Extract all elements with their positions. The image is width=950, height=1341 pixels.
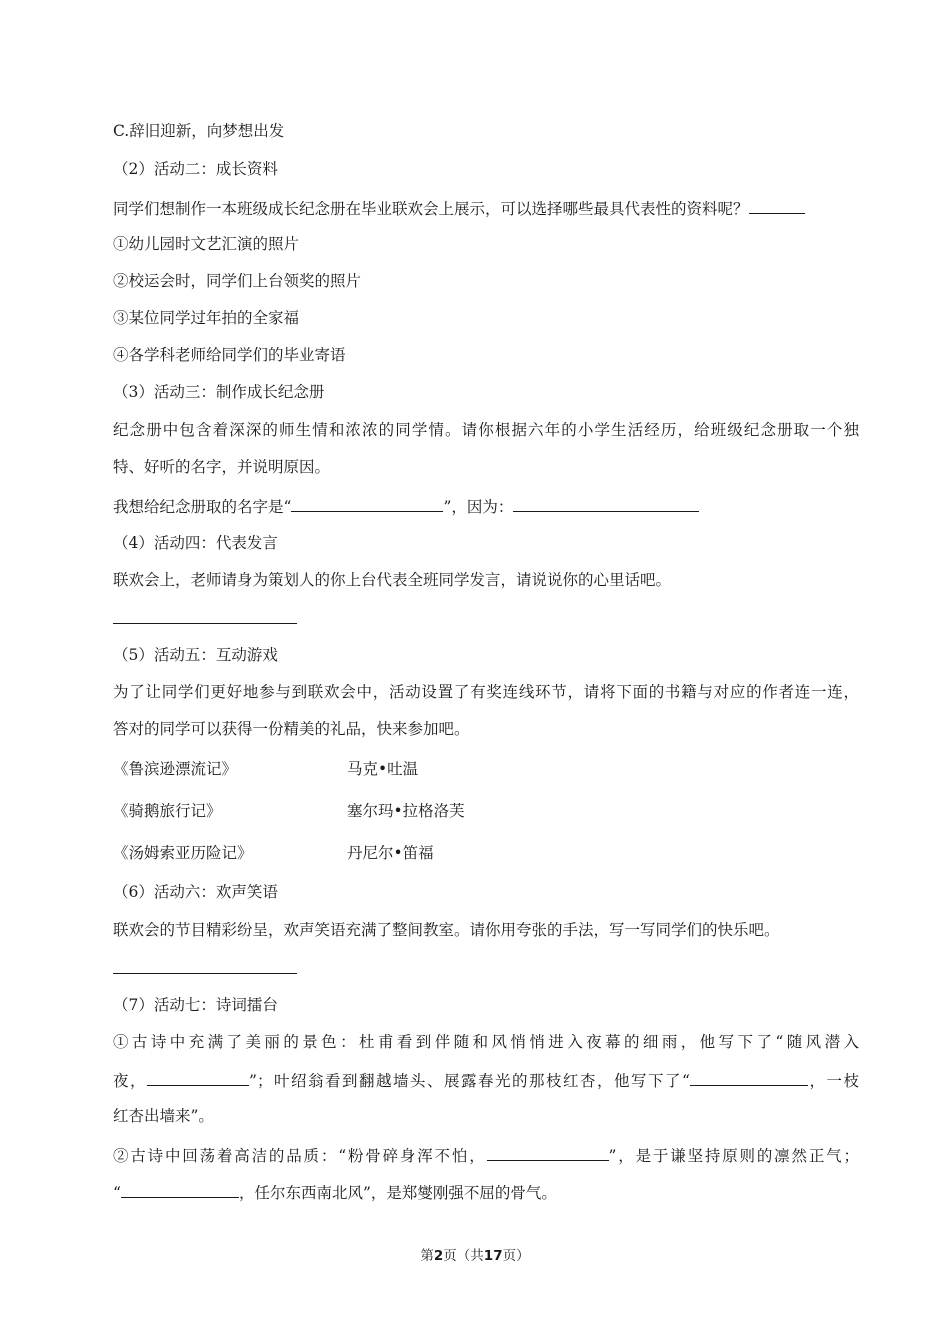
poem-blank-2[interactable] bbox=[690, 1068, 808, 1086]
activity-4-answer-line[interactable] bbox=[113, 623, 297, 624]
q2-part-2: ”，是于谦坚持原则的凛然正气； bbox=[608, 1147, 859, 1165]
option-c: C.辞旧迎新，向梦想出发 bbox=[113, 122, 285, 140]
q2-part-1: ②古诗中回荡着高洁的品质：“粉骨碎身浑不怕， bbox=[113, 1147, 487, 1165]
activity-3-answer bbox=[113, 494, 699, 518]
footer-prefix: 第 bbox=[420, 1248, 434, 1264]
activity-5-title: （5）活动五：互动游戏 bbox=[113, 646, 278, 664]
book-1[interactable]: 《鲁滨逊漂流记》 bbox=[113, 760, 238, 778]
q1-part-2: ”；叶绍翁看到翻越墙头、展露春光的那枝红杏，他写下了“ bbox=[249, 1072, 690, 1090]
page-footer bbox=[0, 1244, 950, 1264]
activity-7-question-1-line-1: ①古诗中充满了美丽的景色：杜甫看到伴随和风悄悄进入夜幕的细雨，他写下了“随风潜入 bbox=[113, 1033, 859, 1051]
activity-7-question-2-line-1 bbox=[113, 1143, 859, 1167]
poem-blank-1[interactable] bbox=[147, 1068, 249, 1086]
activity-3-title: （3）活动三：制作成长纪念册 bbox=[113, 383, 325, 401]
activity-4-description: 联欢会上，老师请身为策划人的你上台代表全班同学发言，请说说你的心里话吧。 bbox=[113, 571, 672, 589]
activity-6-description: 联欢会的节目精彩纷呈，欢声笑语充满了整间教室。请你用夸张的手法，写一写同学们的快乐吧。 bbox=[113, 921, 780, 939]
activity-2-option-1: ①幼儿园时文艺汇演的照片 bbox=[113, 235, 300, 253]
activity-2-option-4: ④各学科老师给同学们的毕业寄语 bbox=[113, 346, 346, 364]
q1-part-3: ，一枝 bbox=[807, 1072, 859, 1090]
answer-blank[interactable] bbox=[749, 196, 805, 214]
poem-blank-4[interactable] bbox=[121, 1180, 239, 1198]
activity-4-title: （4）活动四：代表发言 bbox=[113, 534, 278, 552]
activity-7-question-1-line-2 bbox=[113, 1068, 859, 1092]
reason-blank[interactable] bbox=[513, 494, 699, 512]
activity-3-description-line-2: 特、好听的名字，并说明原因。 bbox=[113, 458, 331, 476]
activity-2-title: （2）活动二：成长资料 bbox=[113, 160, 278, 178]
activity-2-option-2: ②校运会时，同学们上台领奖的照片 bbox=[113, 272, 362, 290]
activity-2-question-text: 同学们想制作一本班级成长纪念册在毕业联欢会上展示，可以选择哪些最具代表性的资料呢？ bbox=[113, 200, 749, 218]
footer-total-pages: 17 bbox=[483, 1248, 503, 1264]
activity-2-option-3: ③某位同学过年拍的全家福 bbox=[113, 309, 300, 327]
activity-3-answer-prefix: 我想给纪念册取的名字是“ bbox=[113, 498, 292, 516]
activity-7-question-2-line-2 bbox=[113, 1180, 557, 1204]
footer-mid: 页（共 bbox=[443, 1248, 484, 1264]
album-name-blank[interactable] bbox=[291, 494, 443, 512]
activity-2-question bbox=[113, 196, 805, 220]
book-2[interactable]: 《骑鹅旅行记》 bbox=[113, 802, 222, 820]
activity-6-answer-line[interactable] bbox=[113, 973, 297, 974]
footer-suffix: 页） bbox=[502, 1248, 530, 1264]
author-2[interactable]: 塞尔玛•拉格洛芙 bbox=[347, 802, 465, 820]
author-3[interactable]: 丹尼尔•笛福 bbox=[347, 844, 434, 862]
poem-blank-3[interactable] bbox=[487, 1143, 609, 1161]
activity-5-description-line-1: 为了让同学们更好地参与到联欢会中，活动设置了有奖连线环节，请将下面的书籍与对应的作者连一连， bbox=[113, 683, 859, 701]
q1-part-1: 夜， bbox=[113, 1072, 148, 1090]
activity-6-title: （6）活动六：欢声笑语 bbox=[113, 883, 278, 901]
book-3[interactable]: 《汤姆索亚历险记》 bbox=[113, 844, 253, 862]
author-1[interactable]: 马克•吐温 bbox=[347, 760, 419, 778]
q2-part-4: ，任尔东西南北风”，是郑燮刚强不屈的骨气。 bbox=[238, 1184, 557, 1202]
activity-7-question-1-line-3: 红杏出墙来”。 bbox=[113, 1107, 214, 1125]
activity-7-title: （7）活动七：诗词擂台 bbox=[113, 996, 278, 1014]
footer-page-number: 2 bbox=[433, 1248, 444, 1264]
q2-part-3: “ bbox=[113, 1184, 121, 1202]
activity-5-description-line-2: 答对的同学可以获得一份精美的礼品，快来参加吧。 bbox=[113, 720, 470, 738]
activity-3-description-line-1: 纪念册中包含着深深的师生情和浓浓的同学情。请你根据六年的小学生活经历，给班级纪念册取一个独 bbox=[113, 421, 859, 439]
activity-3-answer-mid: ”，因为： bbox=[443, 498, 514, 516]
